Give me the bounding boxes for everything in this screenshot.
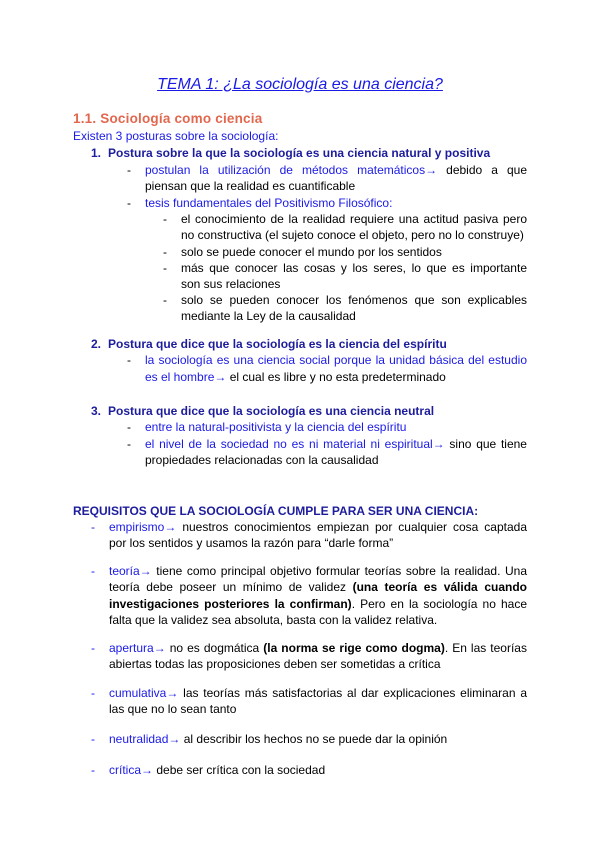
subitem-3-line2: son sus relaciones <box>181 277 281 291</box>
req-neutralidad-term: neutralidad→ <box>109 732 181 746</box>
req-critica-term: crítica→ <box>109 763 154 777</box>
bullet-dash: - <box>127 353 131 367</box>
section-heading: 1.1. Sociología como ciencia <box>73 111 263 126</box>
posture-3-item-2-blue: el nivel de la sociedad no es ni material ni espiritual→ <box>145 437 445 451</box>
bullet-dash: - <box>127 196 131 210</box>
req-cumulativa-line1 <box>109 685 527 702</box>
posture-2-item-1-term: es el hombre→ <box>145 370 227 384</box>
req-teoria-line4: falta que la validez sea absoluta, basta con la validez relativa. <box>109 613 438 627</box>
subitem-1-line2: no constructiva (el sujeto conoce el objeto, pero no lo construye) <box>181 228 524 242</box>
posture-2-title: Postura que dice que la sociología es la ciencia del espíritu <box>108 337 447 351</box>
posture-2-item-1-rest: el cual es libre y no esta predeterminado <box>226 370 446 384</box>
bullet-dash: - <box>163 293 167 307</box>
section-intro: Existen 3 posturas sobre la sociología: <box>73 129 279 143</box>
req-neutralidad <box>109 731 447 748</box>
posture-2-item-1: la sociología es una ciencia social porque la unidad básica del estudio <box>145 353 527 367</box>
bullet-dash: - <box>91 763 95 777</box>
posture-3-number: 3. <box>91 404 102 418</box>
req-apertura-text: no es dogmática <box>165 641 264 655</box>
subitem-2-line1: solo se puede conocer el mundo por los sentidos <box>181 245 442 259</box>
bullet-dash: - <box>91 564 95 578</box>
bullet-dash: - <box>163 261 167 275</box>
req-teoria-line1 <box>109 563 527 580</box>
posture-1-item-1-rest: debido a que <box>437 163 527 177</box>
req-apertura-bold: (la norma se rige como dogma) <box>263 641 445 655</box>
requisites-heading: REQUISITOS QUE LA SOCIOLOGÍA CUMPLE PARA SER UNA CIENCIA: <box>73 504 479 518</box>
bullet-dash: - <box>127 163 131 177</box>
bullet-dash: - <box>163 245 167 259</box>
req-teoria-line3 <box>109 596 527 613</box>
posture-1-item-1 <box>145 162 527 179</box>
req-empirismo-line2: por los sentidos y usamos la razón para “darle forma” <box>109 536 394 550</box>
req-critica-text: debe ser crítica con la sociedad <box>153 763 326 777</box>
posture-2-number: 2. <box>91 337 102 351</box>
posture-1-title: Postura sobre la que la sociología es una ciencia natural y positiva <box>108 146 491 160</box>
req-cumulativa-term: cumulativa→ <box>109 686 179 700</box>
subitem-3-line1: más que conocer las cosas y los seres, lo que es importante <box>181 261 527 275</box>
req-neutralidad-text: al describir los hechos no se puede dar la opinión <box>180 732 448 746</box>
posture-3-item-1: entre la natural-positivista y la ciencia del espíritu <box>145 420 407 434</box>
bullet-dash: - <box>127 420 131 434</box>
req-cumulativa-line2: las que no lo sean tanto <box>109 702 237 716</box>
page-title: TEMA 1: ¿La sociología es una ciencia? <box>157 76 443 93</box>
bullet-dash: - <box>91 520 95 534</box>
req-empirismo-text: nuestros conocimientos empiezan por cualquier cosa captada <box>176 520 527 534</box>
req-teoria-text: . Pero en la sociología no hace <box>351 597 528 611</box>
posture-3-title: Postura que dice que la sociología es una ciencia neutral <box>108 404 435 418</box>
req-empirismo-term: empirismo→ <box>109 520 177 534</box>
req-apertura-line2: abiertas todas las proposiciones deben ser sometidas a crítica <box>109 657 441 671</box>
posture-1-number: 1. <box>91 146 102 160</box>
req-teoria-line2 <box>109 579 527 596</box>
posture-2-item-1-line2 <box>145 369 446 386</box>
posture-1-item-1-blue: postulan la utilización de métodos matemáticos→ <box>145 163 438 177</box>
posture-3-item-2-rest: sino que tiene <box>444 437 527 451</box>
req-critica <box>109 762 325 779</box>
subitem-4-line2: mediante la Ley de la causalidad <box>181 309 356 323</box>
req-apertura-term: apertura→ <box>109 641 166 655</box>
posture-1-item-2: tesis fundamentales del Positivismo Filosófico: <box>145 196 393 210</box>
subitem-1-line1: el conocimiento de la realidad requiere una actitud pasiva pero <box>181 212 527 226</box>
req-teoria-bold: (una teoría es válida cuando <box>352 580 527 594</box>
bullet-dash: - <box>91 686 95 700</box>
req-apertura-line1 <box>109 640 527 657</box>
req-teoria-bold: investigaciones posteriores la confirman) <box>109 597 352 611</box>
req-teoria-term: teoría→ <box>109 564 152 578</box>
req-empirismo-line1 <box>109 519 527 536</box>
posture-1-item-1-line2: piensan que la realidad es cuantificable <box>145 179 356 193</box>
req-cumulativa-text: las teorías más satisfactorias al dar explicaciones eliminaran a <box>178 686 527 700</box>
req-teoria-text: tiene como principal objetivo formular teorías sobre la realidad. Una <box>151 564 527 578</box>
posture-3-item-2 <box>145 436 527 453</box>
req-apertura-text: . En las teorías <box>444 641 527 655</box>
bullet-dash: - <box>91 732 95 746</box>
bullet-dash: - <box>127 437 131 451</box>
bullet-dash: - <box>91 641 95 655</box>
subitem-4-line1: solo se pueden conocer los fenómenos que son explicables <box>181 293 527 307</box>
bullet-dash: - <box>163 212 167 226</box>
posture-3-item-2-line2: propiedades relacionadas con la causalidad <box>145 453 379 467</box>
req-teoria-text: teoría debe poseer un mínimo de validez <box>109 580 353 594</box>
